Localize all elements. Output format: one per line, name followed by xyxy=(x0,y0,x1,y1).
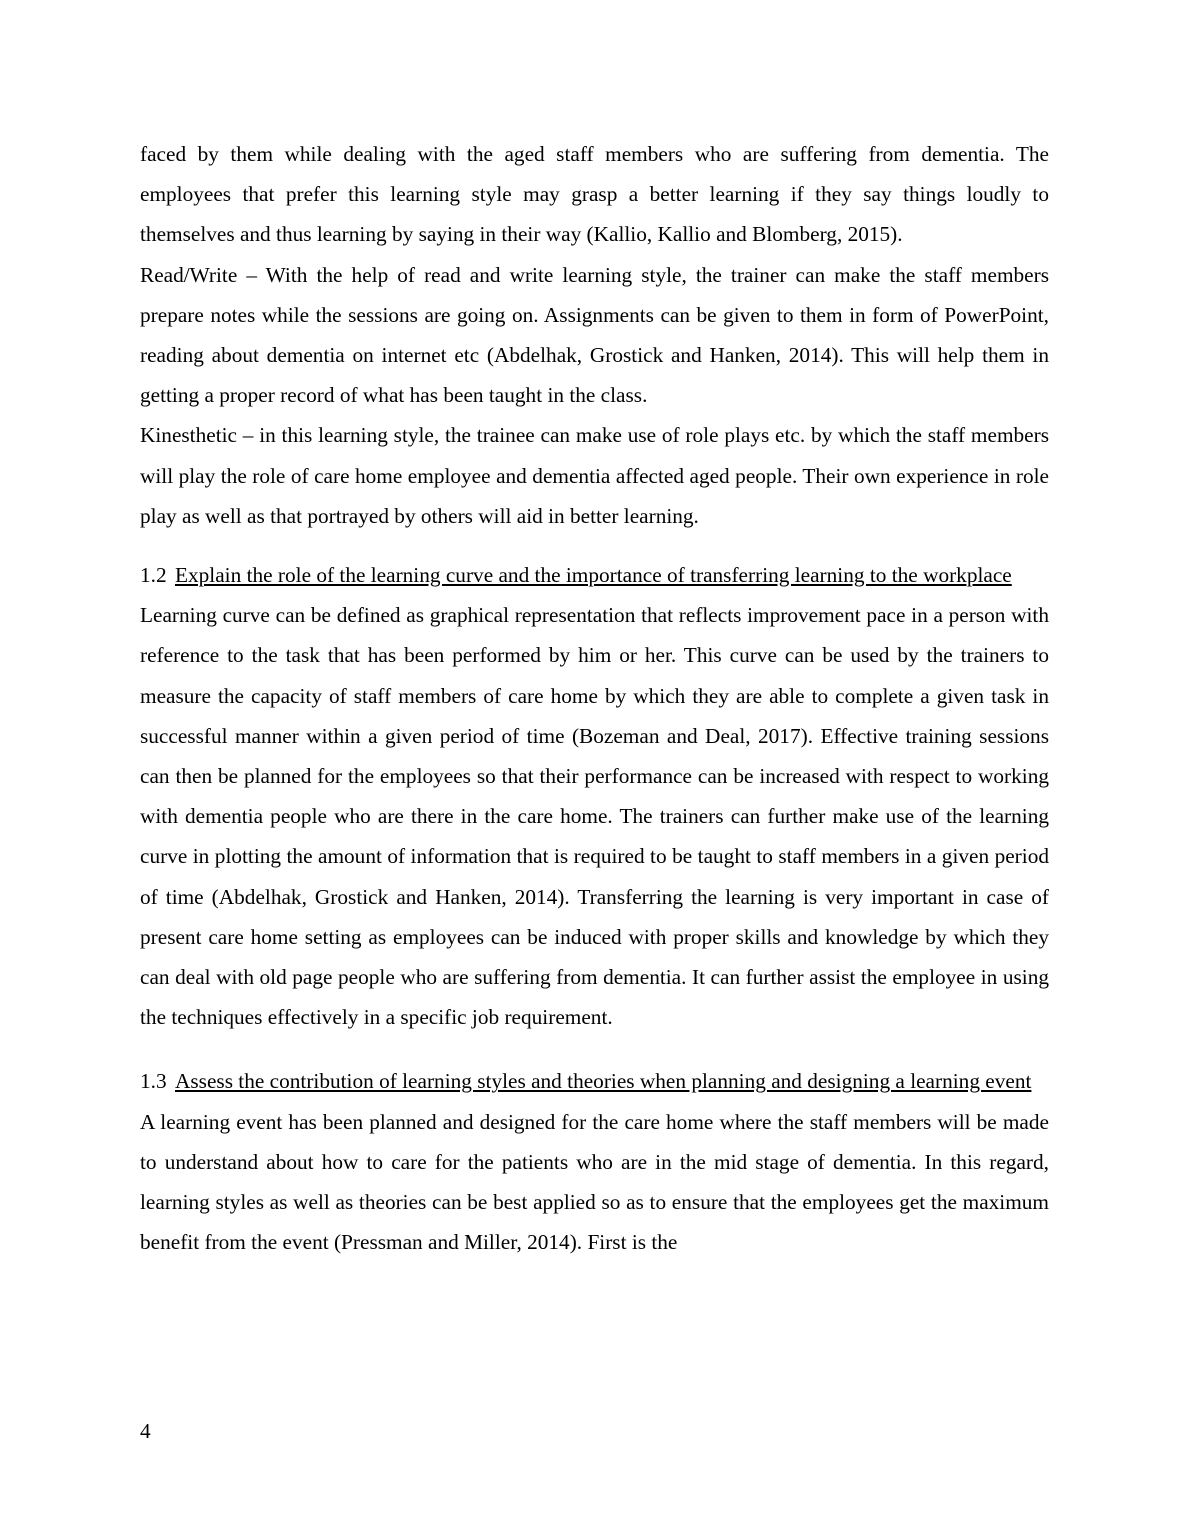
section-title-1-3: Assess the contribution of learning styles and theories when planning and designing a learning event xyxy=(175,1069,1032,1094)
section-heading-1-2 xyxy=(140,555,1049,595)
paragraph-read-write: Read/Write – With the help of read and write learning style, the trainer can make the staff members prepare notes while the sessions are going on. Assignments can be given to them in form of PowerPoint, reading about dementia on internet etc (Abdelhak, Grostick and Hanken, 2014). This will help them in getting a proper record of what has been taught in the class. xyxy=(140,262,1049,408)
section-number-1-2: 1.2 xyxy=(140,563,167,588)
document-page xyxy=(140,134,1049,1262)
paragraph-auditory-continuation: faced by them while dealing with the aged staff members who are suffering from dementia. The employees that prefer this learning style may grasp a better learning if they say things loudly to themselves and thus learning by saying in their way (Kallio, Kallio and Blomberg, 2015). xyxy=(140,142,1049,247)
paragraph-learning-curve: Learning curve can be defined as graphical representation that reflects improvement pace in a person with reference to the task that has been performed by him or her. This curve can be used by the trainers to measure the capacity of staff members of care home by which they are able to complete a given task in successful manner within a given period of time (Bozeman and Deal, 2017). Effective training sessions can then be planned for the employees so that their performance can be increased with respect to working with dementia people who are there in the care home. The trainers can further make use of the learning curve in plotting the amount of information that is required to be taught to staff members in a given period of time (Abdelhak, Grostick and Hanken, 2014). Transferring the learning is very important in case of present care home setting as employees can be induced with proper skills and knowledge by which they can deal with old page people who are suffering from dementia. It can further assist the employee in using the techniques effectively in a specific job requirement. xyxy=(140,603,1049,1030)
section-heading-1-3 xyxy=(140,1061,1049,1101)
section-title-1-2: Explain the role of the learning curve and the importance of transferring learning to the workplace xyxy=(175,563,1012,588)
section-number-1-3: 1.3 xyxy=(140,1069,167,1094)
page-number: 4 xyxy=(140,1419,151,1443)
paragraph-kinesthetic: Kinesthetic – in this learning style, the trainee can make use of role plays etc. by which the staff members will play the role of care home employee and dementia affected aged people. Their own experience in role play as well as that portrayed by others will aid in better learning. xyxy=(140,423,1049,528)
paragraph-learning-event: A learning event has been planned and designed for the care home where the staff members will be made to understand about how to care for the patients who are in the mid stage of dementia. In this regard, learning styles as well as theories can be best applied so as to ensure that the employees get the maximum benefit from the event (Pressman and Miller, 2014). First is the xyxy=(140,1109,1049,1255)
